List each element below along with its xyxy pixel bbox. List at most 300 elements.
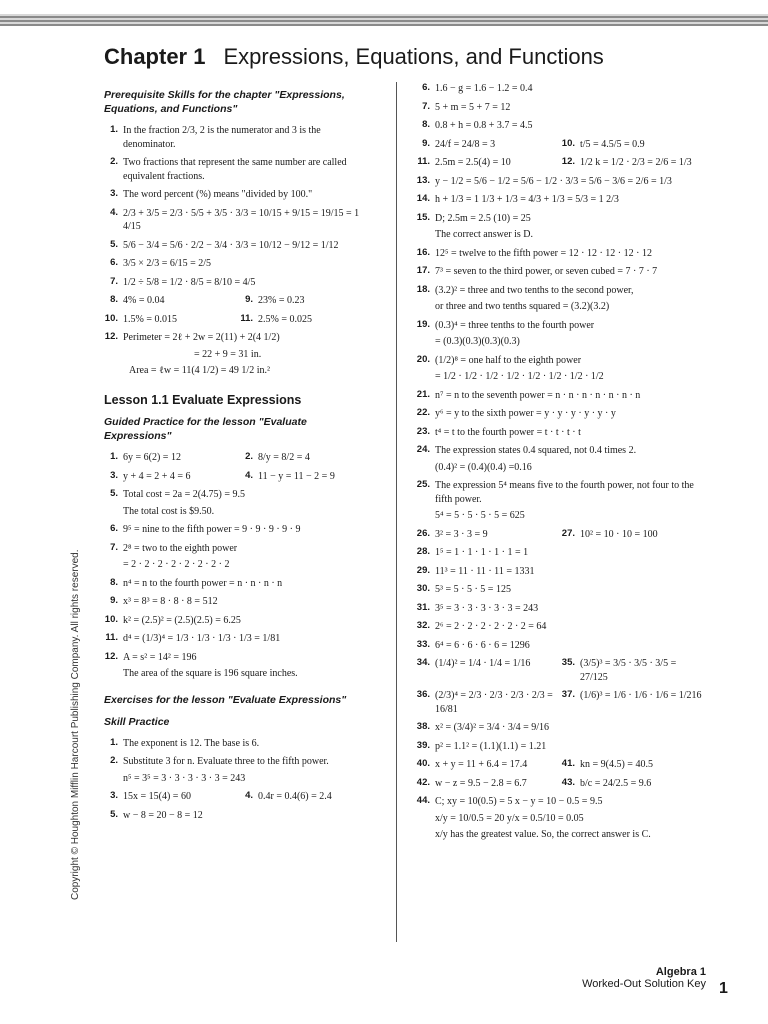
list-item (416, 101, 706, 115)
item-row (104, 614, 374, 628)
list-item (104, 488, 374, 518)
guided-heading: Guided Practice for the lesson "Evaluate Expressions" (104, 415, 307, 442)
item-row (416, 639, 706, 653)
item-text: n⁷ = n to the seventh power = n · n · n · n · n · n · n (435, 389, 641, 401)
item-text: 7³ = seven to the third power, or seven cubed = 7 · 7 · 7 (435, 266, 658, 277)
item-number: 23. (416, 425, 430, 437)
item-number: 41. (561, 758, 575, 769)
item-row (104, 737, 374, 751)
item-text: d⁴ = (1/3)⁴ = 1/3 · 1/3 · 1/3 · 1/3 = 1/81 (123, 633, 281, 645)
list-item (416, 389, 706, 403)
item-cell (239, 470, 374, 484)
list-item (416, 639, 706, 653)
item-text: 3/5 × 2/3 = 6/15 = 2/5 (123, 258, 212, 270)
list-item (416, 602, 706, 616)
item-cell (416, 740, 706, 754)
item-text: 24/f = 24/8 = 3 (435, 138, 496, 150)
item-number: 6. (110, 257, 118, 269)
item-row (416, 565, 706, 579)
item-cell (416, 657, 561, 684)
list-item (416, 583, 706, 597)
skill-list (104, 737, 374, 786)
list-item (104, 523, 374, 537)
item-number: 4. (110, 206, 118, 218)
item-row (104, 755, 374, 769)
item-number: 14. (416, 193, 430, 204)
item-text: y − 1/2 = 5/6 − 1/2 = 5/6 − 1/2 · 3/3 = 5/6 − 3/6 = 2/6 = 1/3 (435, 175, 672, 187)
item-row (416, 777, 706, 791)
item-cell (416, 193, 706, 207)
list-item (104, 542, 374, 572)
item-number: 19. (416, 318, 430, 330)
item-text: 9⁵ = nine to the fifth power = 9 · 9 · 9 · 9 · 9 (123, 524, 301, 536)
item-number: 3. (110, 790, 118, 802)
list-item (416, 175, 706, 189)
right-column (416, 82, 706, 847)
item-number: 9. (245, 294, 253, 306)
column-divider (396, 82, 397, 942)
prereq-item-12 (104, 331, 374, 378)
item-text: (3/5)³ = 3/5 · 3/5 · 3/5 = 27/125 (580, 658, 677, 683)
item-cell (104, 790, 239, 804)
item-text: p² = 1.1² = (1.1)(1.1) = 1.21 (435, 740, 547, 752)
list-item (416, 212, 706, 242)
item-row (416, 319, 706, 333)
list-item (416, 777, 706, 791)
item-number: 16. (416, 246, 430, 258)
item-cell (416, 265, 706, 279)
item-number: 7. (110, 541, 118, 553)
item-row (104, 632, 374, 646)
item-number: 2. (245, 451, 253, 463)
item-text: 1⁵ = 1 · 1 · 1 · 1 · 1 = 1 (435, 547, 529, 558)
item-continuation: = (0.3)(0.3)(0.3)(0.3) (435, 336, 520, 347)
item-row (416, 156, 706, 170)
item-text: 2.5% = 0.025 (258, 313, 312, 325)
item-row (416, 620, 706, 634)
item-number: 5. (110, 808, 118, 820)
list-item (416, 479, 706, 523)
item-text: (1/6)³ = 1/6 · 1/6 · 1/6 = 1/216 (580, 690, 702, 701)
item-text: (2/3)⁴ = 2/3 · 2/3 · 2/3 · 2/3 = 16/81 (435, 690, 553, 715)
item-cell (416, 354, 706, 368)
item-text: 0.8 + h = 0.8 + 3.7 = 4.5 (435, 120, 533, 131)
item-row (416, 389, 706, 403)
list-item (416, 193, 706, 207)
skill-pairs (104, 790, 374, 822)
item-cell (416, 175, 706, 189)
item-cell (561, 138, 706, 152)
item-continuation: = 22 + 9 = 31 in. (194, 348, 262, 360)
item-number: 38. (416, 721, 430, 732)
item-text: Substitute 3 for n. Evaluate three to the fifth power. (123, 756, 329, 768)
list-item (104, 156, 374, 183)
list-item (416, 247, 706, 261)
list-item (104, 257, 374, 271)
item-text: The word percent (%) means "divided by 100." (123, 189, 313, 201)
item-cell (416, 795, 706, 809)
list-item (104, 809, 374, 823)
item-continuation: The correct answer is D. (435, 229, 534, 240)
item-text: Two fractions that represent the same number are called equivalent fractions. (123, 157, 347, 182)
item-text: 12⁵ = twelve to the fifth power = 12 · 12 · 12 · 12 · 12 (435, 247, 652, 259)
item-text: 1.6 − g = 1.6 − 1.2 = 0.4 (435, 83, 533, 94)
item-number: 9. (422, 137, 430, 149)
item-number: 29. (416, 564, 430, 576)
item-text: b/c = 24/2.5 = 9.6 (580, 777, 652, 789)
chapter-title: Expressions, Equations, and Functions (223, 44, 604, 69)
skill-heading: Skill Practice (104, 715, 170, 728)
prereq-list (104, 124, 374, 289)
list-item (104, 313, 374, 327)
item-number: 37. (561, 689, 575, 700)
item-text: Perimeter = 2ℓ + 2w = 2(11) + 2(4 1/2) (123, 332, 280, 344)
item-text: C; xy = 10(0.5) = 5 x − y = 10 − 0.5 = 9.5 (435, 796, 603, 807)
item-cell (416, 528, 561, 542)
item-text: 8/y = 8/2 = 4 (258, 452, 310, 464)
list-item (104, 595, 374, 609)
item-number: 12. (561, 156, 575, 167)
item-row (416, 101, 706, 115)
item-cell (416, 156, 561, 170)
item-text: w − 8 = 20 − 8 = 12 (123, 809, 203, 821)
list-item (104, 294, 374, 308)
list-item (104, 276, 374, 290)
exercises-heading: Exercises for the lesson "Evaluate Expressions" (104, 693, 347, 706)
item-continuation: 5⁴ = 5 · 5 · 5 · 5 = 625 (435, 510, 525, 521)
list-item (104, 614, 374, 628)
item-number: 7. (422, 100, 430, 112)
guided-list (104, 488, 374, 681)
item-text: 1.5% = 0.015 (123, 313, 177, 325)
item-cell (416, 389, 706, 403)
item-text: Total cost = 2a = 2(4.75) = 9.5 (123, 489, 246, 501)
item-row (104, 207, 374, 234)
item-number: 35. (561, 657, 575, 668)
item-row (416, 528, 706, 542)
item-number: 5. (110, 488, 118, 500)
item-number: 27. (561, 527, 575, 539)
item-number: 12. (104, 331, 118, 343)
item-row (416, 265, 706, 279)
item-number: 44. (416, 795, 430, 806)
item-cell (561, 156, 706, 170)
item-row (416, 795, 706, 809)
list-item (416, 119, 706, 133)
item-number: 8. (110, 294, 118, 306)
item-cell (416, 444, 706, 458)
item-row (416, 758, 706, 772)
item-cell (104, 451, 239, 465)
item-row (416, 247, 706, 261)
item-cell (416, 777, 561, 791)
item-number: 9. (110, 595, 118, 607)
item-text: 2⁶ = 2 · 2 · 2 · 2 · 2 · 2 = 64 (435, 621, 547, 632)
item-row (104, 809, 374, 823)
item-row (104, 542, 374, 556)
item-text: kn = 9(4.5) = 40.5 (580, 759, 653, 770)
item-number: 5. (110, 238, 118, 250)
item-text: y + 4 = 2 + 4 = 6 (123, 470, 191, 482)
item-text: 11 − y = 11 − 2 = 9 (258, 470, 335, 482)
list-item (104, 188, 374, 202)
item-number: 1. (110, 124, 118, 136)
list-item (416, 407, 706, 421)
list-item (416, 565, 706, 579)
item-text: 6⁴ = 6 · 6 · 6 · 6 = 1296 (435, 639, 530, 651)
item-row (416, 479, 706, 506)
answer-list (416, 82, 706, 825)
list-item (104, 790, 374, 804)
list-item (416, 284, 706, 314)
item-row (104, 595, 374, 609)
item-continuation: n⁵ = 3⁵ = 3 · 3 · 3 · 3 · 3 = 243 (123, 772, 246, 784)
item-number: 11. (240, 312, 253, 324)
item-cell (104, 294, 239, 308)
item-text: w − z = 9.5 − 2.8 = 6.7 (435, 777, 527, 789)
item-text: (0.3)⁴ = three tenths to the fourth power (435, 319, 595, 331)
item-text: 3² = 3 · 3 = 9 (435, 528, 488, 540)
item-text: In the fraction 2/3, 2 is the numerator and 3 is the denominator. (123, 125, 321, 150)
item-number: 13. (416, 174, 430, 186)
list-item (416, 82, 706, 96)
item-number: 2. (110, 755, 118, 767)
lesson-heading: Lesson 1.1 Evaluate Expressions (104, 392, 302, 407)
item-number: 18. (416, 283, 430, 295)
list-item (104, 632, 374, 646)
item-continuation: The total cost is $9.50. (123, 505, 215, 517)
item-row (416, 426, 706, 440)
item-text: 3⁵ = 3 · 3 · 3 · 3 · 3 = 243 (435, 602, 539, 614)
item-cell (416, 689, 561, 716)
item-cell (416, 602, 706, 616)
item-number: 20. (416, 353, 430, 365)
list-item (104, 470, 374, 484)
item-number: 39. (416, 739, 430, 751)
item-continuation: = 2 · 2 · 2 · 2 · 2 · 2 · 2 · 2 (123, 559, 230, 571)
item-text: y⁶ = y to the sixth power = y · y · y · y · y · y (435, 408, 616, 419)
item-number: 3. (110, 188, 118, 200)
item-number: 12. (104, 650, 118, 662)
item-cell (239, 313, 374, 327)
list-item (416, 689, 706, 716)
guided-pairs (104, 451, 374, 483)
prereq-pairs (104, 294, 374, 326)
item-text: 1/2 k = 1/2 · 2/3 = 2/6 = 1/3 (580, 157, 692, 168)
item-text: The expression states 0.4 squared, not 0.4 times 2. (435, 445, 637, 456)
item-cell (416, 721, 706, 735)
list-item (104, 577, 374, 591)
item-row (104, 276, 374, 290)
item-row (416, 740, 706, 754)
item-row (104, 577, 374, 591)
item-text: 5³ = 5 · 5 · 5 = 125 (435, 584, 511, 595)
item-number: 17. (416, 265, 430, 276)
item-row (416, 175, 706, 189)
item-cell (416, 426, 706, 440)
list-item (104, 737, 374, 751)
list-item (416, 354, 706, 384)
footer (582, 966, 706, 990)
item-text: The exponent is 12. The base is 6. (123, 737, 260, 749)
item-text: t/5 = 4.5/5 = 0.9 (580, 138, 645, 150)
item-number: 36. (416, 689, 430, 700)
list-item (416, 138, 706, 152)
list-item (416, 426, 706, 440)
item-text: h + 1/3 = 1 1/3 + 1/3 = 4/3 + 1/3 = 5/3 = 1 2/3 (435, 194, 619, 205)
item-cell (561, 758, 706, 772)
list-item (104, 651, 374, 681)
item-row (104, 239, 374, 253)
list-item (104, 239, 374, 253)
item-number: 10. (561, 137, 575, 149)
item-number: 26. (416, 527, 430, 539)
list-item (416, 546, 706, 560)
item-number: 11. (105, 632, 118, 644)
list-item (104, 207, 374, 234)
item-cell (416, 758, 561, 772)
item-row (416, 583, 706, 597)
item-number: 43. (561, 776, 575, 788)
item-text: x + y = 11 + 6.4 = 17.4 (435, 759, 528, 770)
item-text: 15x = 15(4) = 60 (123, 791, 191, 803)
copyright-notice: Copyright © Houghton Mifflin Harcourt Publishing Company. All rights reserved. (70, 549, 81, 900)
item-cell (416, 138, 561, 152)
item-text: (1/2)⁸ = one half to the eighth power (435, 354, 582, 366)
footer-book: Algebra 1 (655, 966, 706, 978)
item-cell (416, 407, 706, 421)
list-item (416, 795, 706, 825)
item-number: 32. (416, 620, 430, 631)
item-text: 2⁸ = two to the eighth power (123, 542, 238, 554)
list-item (416, 721, 706, 735)
item-row (104, 294, 374, 308)
item-text: (3.2)² = three and two tenths to the second power, (435, 284, 634, 296)
item-number: 22. (416, 407, 430, 418)
item-cell (416, 479, 706, 506)
item-text: 1/2 ÷ 5/8 = 1/2 · 8/5 = 8/10 = 4/5 (123, 276, 256, 288)
chapter-label: Chapter 1 (104, 44, 206, 69)
item-cell (239, 451, 374, 465)
list-item (416, 657, 706, 684)
item-cell (416, 247, 706, 261)
list-item (416, 528, 706, 542)
item-row (104, 188, 374, 202)
item-continuation: (0.4)² = (0.4)(0.4) =0.16 (435, 461, 532, 473)
item-row (416, 193, 706, 207)
item-row (416, 721, 706, 735)
item-number: 15. (416, 211, 430, 223)
item-text: 2.5m = 2.5(4) = 10 (435, 157, 511, 168)
item-row (416, 546, 706, 560)
item-number: 6. (422, 82, 430, 93)
item-row (104, 790, 374, 804)
item-cell (416, 284, 706, 298)
item-row (416, 657, 706, 684)
item-cell (104, 470, 239, 484)
item-row (104, 488, 374, 502)
item-number: 8. (110, 576, 118, 588)
item-number: 4. (245, 790, 253, 802)
list-item (416, 265, 706, 279)
item-text: 4% = 0.04 (123, 295, 165, 307)
item-row (416, 354, 706, 368)
item-number: 10. (104, 613, 118, 625)
item-number: 25. (416, 479, 430, 490)
item-text: 6y = 6(2) = 12 (123, 452, 181, 464)
list-item (104, 755, 374, 785)
final-answer-line: x/y has the greatest value. So, the correct answer is C. (435, 829, 651, 840)
item-continuation: = 1/2 · 1/2 · 1/2 · 1/2 · 1/2 · 1/2 · 1/2 · 1/2 (435, 371, 604, 382)
item-text: x³ = 8³ = 8 · 8 · 8 = 512 (123, 596, 218, 608)
item-row (416, 82, 706, 96)
left-column (104, 82, 374, 827)
item-number: 42. (416, 776, 430, 788)
item-text: 11³ = 11 · 11 · 11 = 1331 (435, 565, 535, 577)
list-item (416, 444, 706, 474)
item-number: 40. (416, 758, 430, 769)
item-cell (561, 777, 706, 791)
item-number: 4. (245, 469, 253, 481)
item-number: 34. (416, 657, 430, 668)
list-item (416, 319, 706, 349)
item-number: 28. (416, 546, 430, 557)
item-row (416, 119, 706, 133)
item-cell (561, 689, 706, 716)
item-number: 21. (416, 388, 430, 400)
item-text: 0.4r = 0.4(6) = 2.4 (258, 791, 332, 803)
item-number: 2. (110, 156, 118, 168)
item-cell (416, 620, 706, 634)
item-number: 31. (416, 601, 430, 613)
item-row (416, 212, 706, 226)
prereq-heading: Prerequisite Skills for the chapter "Expressions, Equations, and Functions" (104, 89, 345, 116)
item-cell (239, 294, 374, 308)
footer-key: Worked-Out Solution Key (582, 978, 706, 990)
item-cell (416, 583, 706, 597)
item-cell (416, 212, 706, 226)
item-cell (104, 313, 239, 327)
item-number: 6. (110, 523, 118, 535)
page-number: 1 (719, 980, 728, 997)
item-number: 8. (422, 119, 430, 130)
item-row (416, 602, 706, 616)
item-row (416, 689, 706, 716)
item-number: 33. (416, 638, 430, 650)
item-text: k² = (2.5)² = (2.5)(2.5) = 6.25 (123, 614, 241, 626)
item-number: 7. (110, 275, 118, 287)
item-text: x² = (3/4)² = 3/4 · 3/4 = 9/16 (435, 722, 550, 733)
item-row (104, 156, 374, 183)
header-rule (0, 14, 768, 26)
item-continuation: Area = ℓw = 11(4 1/2) = 49 1/2 in.² (129, 365, 270, 377)
item-continuation: The area of the square is 196 square inches. (123, 668, 298, 680)
item-text: 2/3 + 3/5 = 2/3 · 5/5 + 3/5 · 3/3 = 10/15 + 9/15 = 19/15 = 1 4/15 (123, 207, 360, 233)
item-cell (239, 790, 374, 804)
item-row (104, 470, 374, 484)
item-text: 10² = 10 · 10 = 100 (580, 528, 658, 540)
item-text: (1/4)² = 1/4 · 1/4 = 1/16 (435, 658, 531, 669)
item-row (104, 523, 374, 537)
item-number: 1. (110, 451, 118, 463)
item-number: 3. (110, 469, 118, 481)
item-cell (416, 565, 706, 579)
item-cell (416, 319, 706, 333)
item-cell (561, 657, 706, 684)
item-cell (104, 809, 374, 823)
item-row (104, 124, 374, 151)
item-row (416, 407, 706, 421)
